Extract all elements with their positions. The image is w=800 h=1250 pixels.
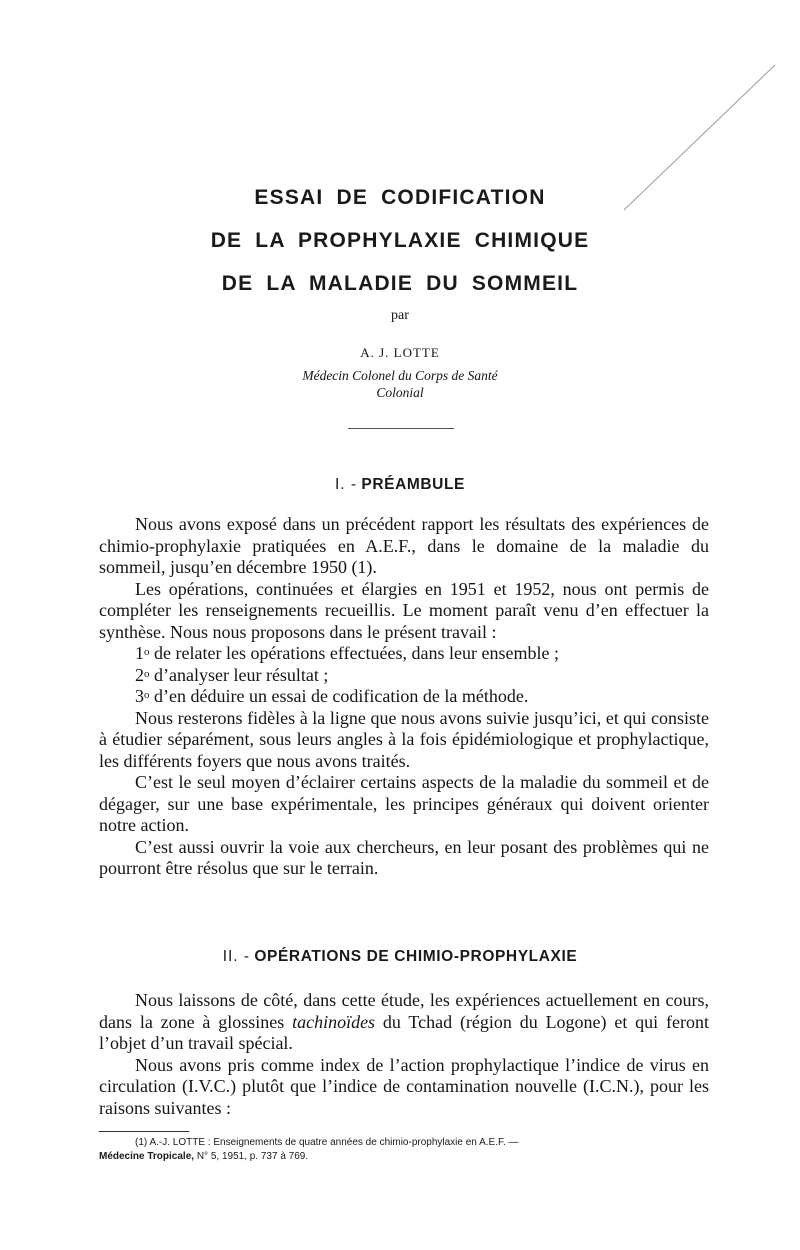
section-2-body	[99, 990, 709, 1119]
list-item	[99, 665, 709, 687]
affiliation-line-2: Colonial	[376, 385, 424, 400]
item-number: 1	[135, 643, 144, 663]
section-2-heading	[0, 948, 800, 966]
author-name: A. J. LOTTE	[360, 345, 440, 360]
section-1-body	[99, 514, 709, 880]
section-2-number: II. -	[222, 948, 251, 965]
paragraph: Nous avons pris comme index de l’action prophylactique l’indice de virus en circulation (I.V.C.) plutôt que l’indice de contamination nouvelle (I.C.N.), pour les raisons suivantes :	[99, 1054, 709, 1118]
paragraph	[99, 990, 709, 1055]
footnote-text: N° 5, 1951, p. 737 à 769.	[194, 1151, 309, 1162]
degree-sign: o	[144, 667, 150, 680]
title-line-2: DE LA PROPHYLAXIE CHIMIQUE	[210, 229, 590, 252]
degree-sign: o	[144, 646, 150, 658]
text-run: Nous laissons de côté, dans cette étude, les expériences actuellement en cours, dans la zone à glossines	[99, 990, 709, 1032]
author-affiliation	[0, 367, 800, 401]
footnote-text: A.-J. LOTTE : Enseignements de quatre années de chimio-prophylaxie en A.E.F. —	[147, 1137, 519, 1148]
title-divider	[348, 428, 454, 429]
paragraph: C’est aussi ouvrir la voie aux chercheurs, en leur posant des problèmes qui ne pourront être résolus que sur le terrain.	[99, 836, 709, 878]
paragraph: Nous avons exposé dans un précédent rapport les résultats des expériences de chimio-prophylaxie pratiquées en A.E.F., dans le domaine de la maladie du sommeil, jusqu’en décembre 1950 (1).	[99, 514, 709, 577]
paragraph: C’est le seul moyen d’éclairer certains aspects de la maladie du sommeil et de dégager, sur une base expérimentale, les principes généraux qui doivent orienter notre action.	[99, 772, 709, 835]
byline: par	[391, 308, 409, 323]
title-line-1: ESSAI DE CODIFICATION	[254, 186, 546, 209]
list-item	[99, 686, 709, 708]
paragraph: Nous resterons fidèles à la ligne que nous avons suivie jusqu’ici, et qui consiste à étudier séparément, sous leurs angles à la fois épidémiologique et prophylactique, les différents foyers que nous avons traités.	[99, 707, 709, 771]
item-text: d’analyser leur résultat ;	[149, 664, 329, 685]
species-name: tachinoïdes	[292, 1011, 376, 1032]
footnote-line	[99, 1136, 711, 1150]
section-2-title: OPÉRATIONS DE CHIMIO-PROPHYLAXIE	[254, 948, 578, 965]
text-run: du Tchad (région du Logone) et qui feront l’objet d’un travail spécial.	[99, 1011, 709, 1053]
title-line-3: DE LA MALADIE DU SOMMEIL	[221, 272, 579, 295]
section-1-heading	[0, 476, 800, 494]
item-number: 3	[135, 686, 144, 706]
footnote-marker: (1)	[135, 1137, 148, 1148]
article-title	[0, 176, 800, 305]
item-text: de relater les opérations effectuées, dans leur ensemble ;	[149, 643, 559, 663]
item-number: 2	[135, 664, 144, 685]
journal-name: Médecine Tropicale,	[99, 1151, 195, 1162]
footnote-rule	[99, 1131, 189, 1132]
item-text: d’en déduire un essai de codification de la méthode.	[149, 686, 529, 706]
paragraph: Les opérations, continuées et élargies en 1951 et 1952, nous ont permis de compléter les renseignements recueillis. Le moment paraît venu d’en effectuer la synthèse. Nous nous proposons dans le présent travail :	[99, 578, 709, 642]
section-1-title: PRÉAMBULE	[361, 476, 465, 493]
degree-sign: o	[144, 689, 150, 701]
list-item	[99, 643, 709, 665]
footnote	[99, 1136, 711, 1164]
footnote-line	[99, 1150, 711, 1164]
affiliation-line-1: Médecin Colonel du Corps de Santé	[302, 368, 498, 383]
section-1-number: I. -	[335, 476, 358, 493]
